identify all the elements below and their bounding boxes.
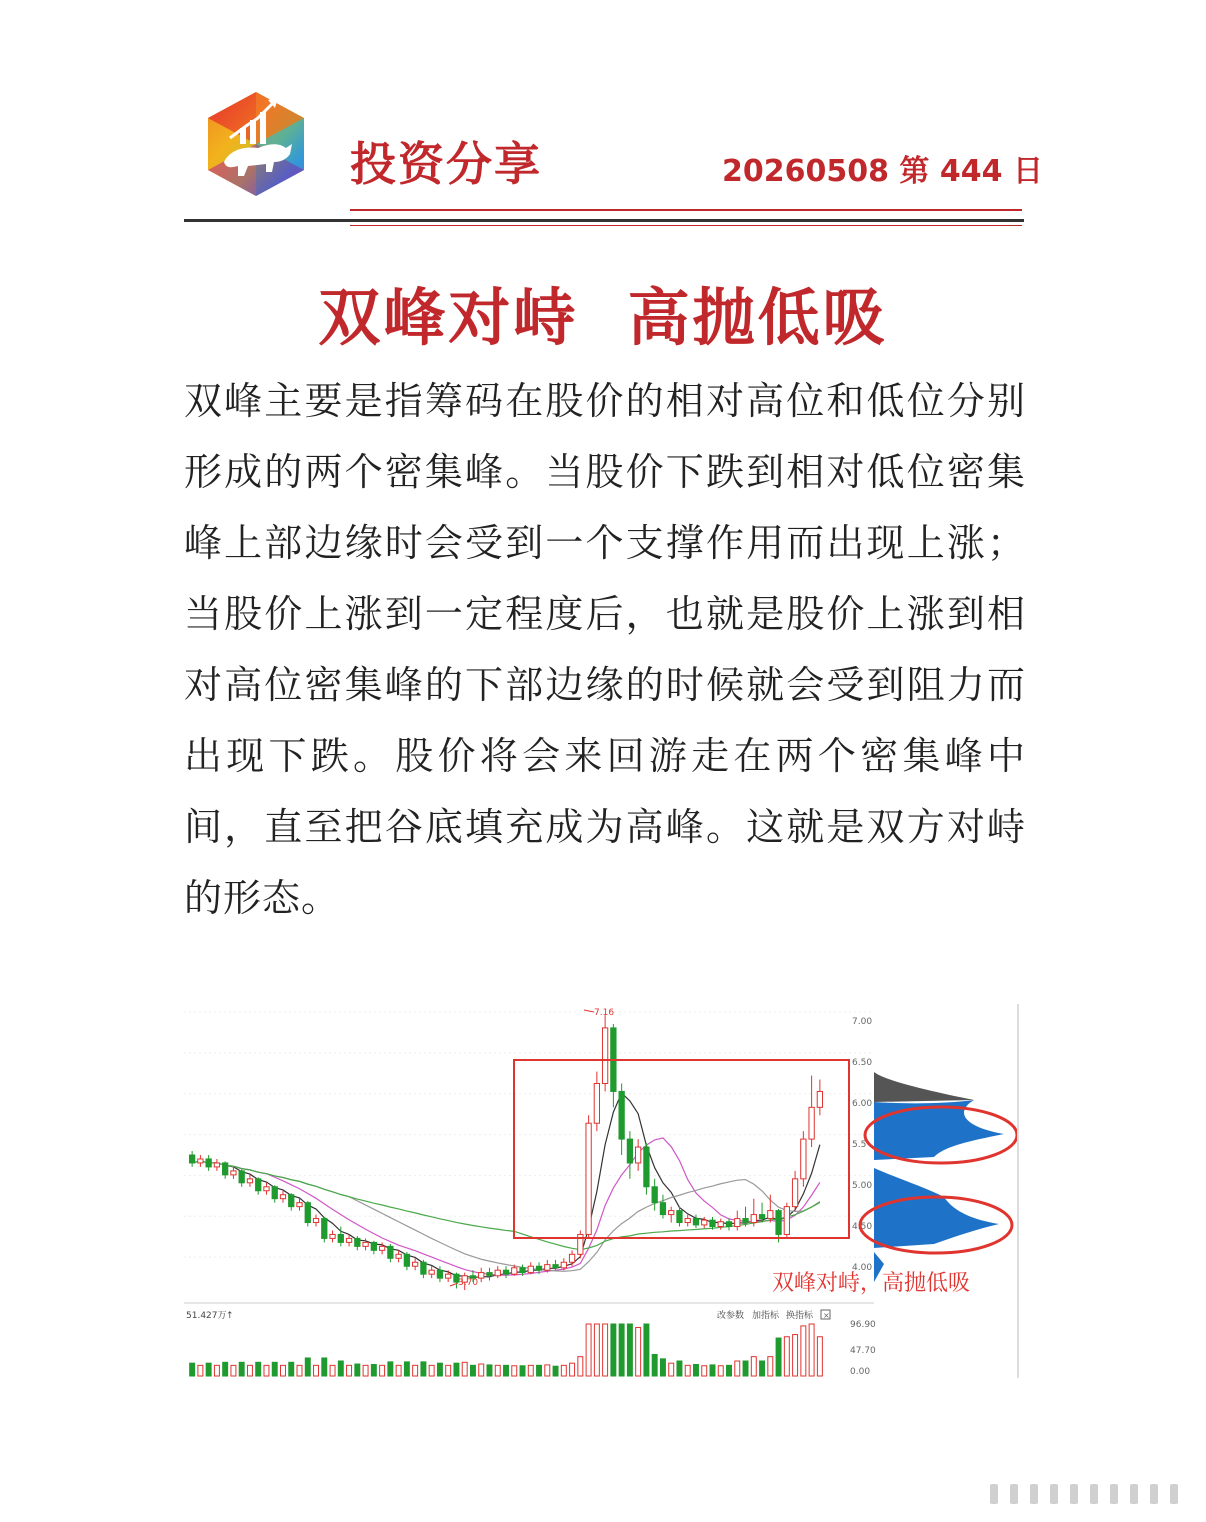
candle [305,1203,310,1223]
volume-bar [809,1324,814,1376]
candle [553,1265,558,1268]
candle [239,1171,244,1183]
volume-bar [429,1365,434,1376]
volume-button-switch[interactable]: 换指标 [786,1311,814,1321]
volume-bar [718,1366,723,1376]
candle [404,1254,409,1266]
article-headline: 双峰对峙 高抛低吸 [318,281,888,354]
candle [503,1270,508,1274]
volume-bar [768,1357,773,1376]
volume-bar [627,1324,632,1376]
volume-bar [636,1327,641,1376]
volume-bar [702,1366,707,1376]
candle [198,1159,203,1163]
volume-bar [305,1358,310,1376]
volume-bar [495,1365,500,1376]
volume-bar [652,1355,657,1376]
volume-bar [784,1337,789,1376]
candle [677,1211,682,1223]
candle [379,1246,384,1250]
candle [768,1211,773,1219]
volume-label: 51.427万 [186,1311,227,1321]
volume-bar [437,1363,442,1376]
header-divider [184,219,1024,222]
volume-bar [363,1365,368,1376]
candle [528,1266,533,1272]
candle [809,1107,814,1139]
candle [759,1215,764,1219]
volume-axis-label: 47.70 [850,1346,876,1356]
volume-bar [677,1361,682,1376]
chart-annotation: 双峰对峙，高抛低吸 [772,1271,971,1296]
volume-bar [743,1361,748,1376]
volume-bar [710,1365,715,1376]
volume-bar [404,1362,409,1376]
volume-bar [446,1365,451,1376]
volume-bar [314,1365,319,1376]
candle [396,1254,401,1258]
candle [338,1234,343,1242]
candle [371,1242,376,1250]
volume-bar [281,1365,286,1376]
page-indicator [990,1482,1200,1506]
candle [247,1179,252,1183]
candle [429,1270,434,1274]
volume-bar [454,1363,459,1376]
candle [594,1084,599,1124]
brand-title: 投资分享 [350,137,542,191]
volume-bar [776,1338,781,1376]
price-axis-label: 6.00 [852,1099,873,1109]
candle [569,1254,574,1262]
volume-bar [693,1364,698,1376]
price-axis-label: 5.5 [852,1140,867,1150]
volume-bar [520,1366,525,1376]
candle [817,1091,822,1107]
volume-bar [487,1365,492,1376]
candle [726,1222,731,1227]
candle [743,1219,748,1223]
candle [718,1222,723,1227]
volume-bar [644,1324,649,1376]
volume-bar [338,1361,343,1376]
candle [256,1179,261,1191]
volume-bar [801,1326,806,1376]
price-axis-label: 5.00 [852,1181,873,1191]
volume-bar [231,1365,236,1376]
candle [702,1220,707,1225]
volume-button-edit[interactable]: 改参数 [717,1311,745,1321]
candle [388,1246,393,1258]
candle [363,1242,368,1246]
candle [776,1211,781,1235]
candle [627,1139,632,1163]
volume-bar [413,1365,418,1376]
candle [421,1262,426,1274]
volume-arrow-icon: ↑ [226,1311,234,1321]
candle [280,1195,285,1199]
candle [272,1187,277,1199]
volume-bar [660,1359,665,1376]
header-divider-top [350,209,1022,211]
volume-bar [586,1324,591,1376]
volume-bar [751,1357,756,1376]
volume-bar [388,1362,393,1376]
candle [636,1147,641,1163]
candle [487,1273,492,1276]
candle [602,1028,607,1084]
volume-bar [553,1366,558,1376]
candle [545,1265,550,1271]
price-axis-label: 4.50 [852,1222,873,1232]
price-axis-label: 7.00 [852,1017,873,1027]
candle [355,1238,360,1246]
volume-bar [421,1362,426,1376]
high-price-mark: 7.16 [594,1008,615,1018]
volume-bar [239,1362,244,1376]
volume-bar [355,1364,360,1376]
svg-text:×: × [823,1311,830,1320]
volume-bar [611,1324,616,1376]
volume-bar [528,1365,533,1376]
volume-bar [570,1363,575,1376]
volume-bar [817,1337,822,1376]
candle [437,1270,442,1278]
volume-bar [223,1362,228,1376]
volume-bar [396,1365,401,1376]
volume-bar [619,1324,624,1376]
candle [264,1187,269,1191]
volume-bar [264,1365,269,1376]
candle [512,1268,517,1274]
candle [214,1163,219,1167]
candle [313,1219,318,1223]
candle [660,1203,665,1215]
volume-bar [330,1365,335,1376]
low-price-mark: 3.70 [458,1278,479,1288]
candle [619,1091,624,1139]
volume-bar [272,1362,277,1376]
logo-icon [200,88,312,200]
candle [801,1139,806,1179]
candle [412,1262,417,1266]
volume-bar [537,1365,542,1376]
header-divider-bottom [350,225,1022,226]
stock-chart [184,1002,1024,1380]
volume-bar [479,1364,484,1376]
volume-bar [380,1365,385,1376]
volume-bar [793,1335,798,1376]
volume-bar [322,1358,327,1376]
volume-bar [347,1365,352,1376]
volume-bar [735,1361,740,1376]
price-axis-label: 4.00 [852,1263,873,1273]
volume-bar [512,1366,517,1376]
candle [495,1270,500,1276]
candle [231,1171,236,1175]
volume-button-add[interactable]: 加指标 [752,1311,780,1321]
volume-bar [760,1361,765,1376]
volume-bar [206,1363,211,1376]
volume-bar [727,1365,732,1376]
volume-bar [561,1365,566,1376]
candle [322,1219,327,1239]
volume-bar [198,1365,203,1376]
volume-bar [594,1324,599,1376]
article-body: 双峰主要是指筹码在股价的相对高位和低位分别形成的两个密集峰。当股价下跌到相对低位密集峰上部边缘时会受到一个支撑作用而出现上涨；当股价上涨到一定程度后，也就是股价上涨到相对高位密集峰的下部边缘的时候就会受到阻力而出现下跌。股价将会来回游走在两个密集峰中间，直至把谷底填充成为高峰。这就是双方对峙的形态。 [184,379,1026,920]
volume-bar [371,1364,376,1376]
candle [206,1159,211,1167]
volume-bar [247,1365,252,1376]
volume-bar [578,1357,583,1376]
candle [792,1179,797,1207]
volume-bar [289,1362,294,1376]
candle [586,1123,591,1234]
candle [784,1207,789,1235]
volume-bar [669,1363,674,1376]
candle [710,1220,715,1226]
volume-bar [214,1365,219,1376]
issue-date: 20260508 第 444 日 [722,154,1043,189]
volume-axis-label: 96.90 [850,1320,876,1330]
candle [330,1234,335,1238]
volume-bar [297,1365,302,1376]
candle [652,1187,657,1203]
candle [297,1203,302,1207]
candle [561,1262,566,1268]
candle [751,1215,756,1223]
candle [536,1266,541,1270]
volume-bar [190,1363,195,1376]
candle [644,1147,649,1187]
volume-bar [685,1365,690,1376]
volume-bar [603,1324,608,1376]
volume-axis-label: 0.00 [850,1367,871,1377]
volume-bar [545,1365,550,1376]
candle [346,1238,351,1242]
candle [693,1219,698,1225]
volume-bar [504,1365,509,1376]
candle [189,1155,194,1163]
candle [223,1163,228,1175]
candle [669,1211,674,1215]
price-axis-label: 6.50 [852,1058,873,1068]
volume-bar [470,1365,475,1376]
candle [735,1219,740,1227]
volume-bar [256,1362,261,1376]
volume-bar [462,1362,467,1376]
candle [479,1273,484,1279]
candle [520,1268,525,1273]
candle [446,1274,451,1278]
candle [685,1219,690,1223]
candle [289,1195,294,1207]
